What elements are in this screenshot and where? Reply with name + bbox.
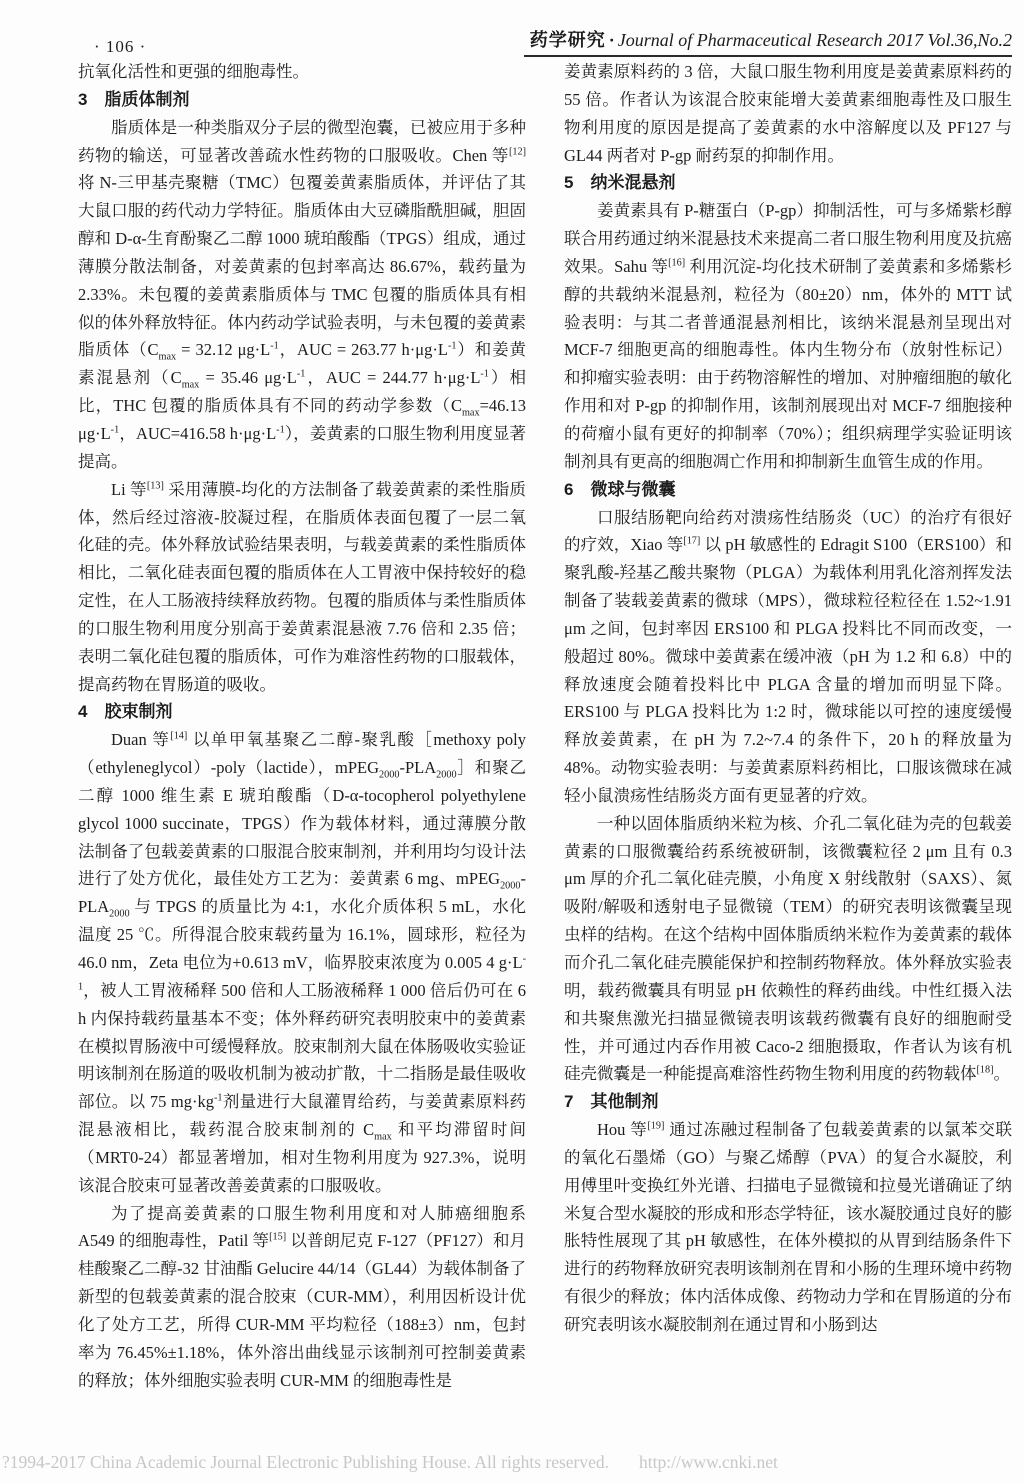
article-body [78,58,1012,1400]
section-heading: 3 脂质体制剂 [78,89,190,109]
paragraph: 为了提高姜黄素的口服生物利用度和对人肺癌细胞系 A549 的细胞毒性，Patil 等[15] 以普朗尼克 F-127（PF127）和月桂酸聚乙二醇-32 甘油酯 Gelucire 44/14（GL44）为载体制备了新型的包载姜黄素的混合胶束（CUR-MM），利用因析设计优化了处方工艺，所得 CUR-MM 平均粒径（188±3）nm，包封率为 76.45%±1.18%，体外溶出曲线显示该制剂可控制姜黄素的释放；体外细胞实验表明 CUR-MM 的细胞毒性是 [78,1203,526,1390]
paragraph: Hou 等[19] 通过冻融过程制备了包载姜黄素的以氯苯交联的氧化石墨烯（GO）与聚乙烯醇（PVA）的复合水凝胶，利用傅里叶变换红外光谱、扫描电子显微镜和拉曼光谱确证了纳米复合型水凝胶的形成和形态学特征，该水凝胶通过良好的膨胀特性展现了其 pH 敏感性，在体外模拟的从胃到结肠条件下进行的药物释放研究表明该制剂在胃和小肠的生理环境中药物有很少的释放；体内活体成像、药物动力学和在胃肠道的分布研究表明该水凝胶制剂在通过胃和小肠到达 [564,1120,1012,1334]
journal-title [524,26,1012,57]
copyright-text: ?1994-2017 China Academic Journal Electronic Publishing House. All rights reserved. [2,1452,610,1472]
journal-title-separator: · [608,30,615,50]
paragraph: Duan 等[14] 以单甲氧基聚乙二醇-聚乳酸［methoxy poly（ethyleneglycol）-poly（lactide），$mPEG_{2000}-PLA_{2000}]$和聚乙二醇 1000 维生素 E 琥珀酸酯（D-α-tocopherol polyethylene glycol 1000 succinate，TPGS）作为载体材料，通过薄膜分散法制备了包载姜黄素的口服混合胶束制剂，并利用均匀设计法进行了处方优化，最佳处方工艺为：姜黄素 6 mg、$mPEG_{2000}-PLA_{2000}$ 与 TPGS 的质量比为 4:1，水化介质体积 5 mL，水化温度 25 ℃。所得混合胶束载药量为 16.1%，圆球形，粒径为 46.0 nm，Zeta 电位为+0.613 mV，临界胶束浓度为 0.005 4 $g\cdot L^{-1}$，被人工胃液稀释 500 倍和人工肠液稀释 1 000 倍后仍可在 6 h 内保持载药量基本不变；体外释药研究表明胶束中的姜黄素在模拟胃肠液中可缓慢释放。胶束制剂大鼠在体肠吸收实验证明该制剂在肠道的吸收机制为被动扩散，十二指肠是最佳吸收部位。以 75 $mg\cdot kg^{-1}$剂量进行大鼠灌胃给药，与姜黄素原料药混悬液相比，载药混合胶束制剂的 $C_{max}$ 和平均滞留时间（MRT0-24）都显著增加，相对生物利用度为 927.3%，说明该混合胶束可显著改善姜黄素的口服吸收。 [78,730,526,1195]
section-heading: 4 胶束制剂 [78,702,173,722]
paragraph: Li 等[13] 采用薄膜-均化的方法制备了载姜黄素的柔性脂质体，然后经过溶液-胶凝过程，在脂质体表面包覆了一层二氧化硅的壳。体外释放试验结果表明，与载姜黄素的柔性脂质体相比，二氧化硅表面包覆的脂质体在人工胃液中保持较好的稳定性，在人工肠液持续释放药物。包覆的脂质体与柔性脂质体的口服生物利用度分别高于姜黄素混悬液 7.76 倍和 2.35 倍；表明二氧化硅包覆的脂质体，可作为难溶性药物的口服载体，提高药物在胃肠道的吸收。 [78,479,526,694]
paragraph: 一种以固体脂质纳米粒为核、介孔二氧化硅为壳的包载姜黄素的口服微囊给药系统被研制，该微囊粒径 2 μm 且有 0.3 μm 厚的介孔二氧化硅壳膜，小角度 X 射线散射（SAXS）、氮吸附/解吸和透射电子显微镜（TEM）的研究表明该微囊呈现虫样的结构。在这个结构中固体脂质纳米粒作为姜黄素的载体而介孔二氧化硅壳膜能保护和控制药物释放。体外释放实验表明，载药微囊具有明显 pH 依赖性的释药曲线。中性红摄入法和共聚焦激光扫描显微镜表明该载药微囊有良好的细胞耐受性，并可通过内吞作用被 Caco-2 细胞摄取，作者认为该有机硅壳微囊是一种能提高难溶性药物生物利用度的药物载体[18]。 [564,813,1012,1084]
page-footer [2,1452,962,1473]
paragraph: 抗氧化活性和更强的细胞毒性。 [78,62,309,81]
column-right [564,58,1012,1400]
section-heading: 7 其他制剂 [564,1092,659,1112]
paragraph: 姜黄素原料药的 3 倍，大鼠口服生物利用度是姜黄素原料药的 55 倍。作者认为该混合胶束能增大姜黄素细胞毒性及口服生物利用度的原因是提高了姜黄素的水中溶解度以及 PF127 与 GL44 两者对 P-gp 耐药泵的抑制作用。 [564,62,1012,165]
footer-url: http://www.cnki.net [639,1452,778,1472]
section-heading: 5 纳米混悬剂 [564,173,676,193]
journal-title-chinese: 药学研究 [529,30,606,50]
page-number: · 106 · [94,37,147,56]
paragraph: 口服结肠靶向给药对溃疡性结肠炎（UC）的治疗有很好的疗效，Xiao 等[17] 以 pH 敏感性的 Edragit S100（ERS100）和聚乳酸-羟基乙酸共聚物（PLGA）为载体利用乳化溶剂挥发法制备了装载姜黄素的微球（MPS），微球粒径粒径在 1.52~1.91 μm 之间，包封率因 ERS100 和 PLGA 投料比不同而改变，一般超过 80%。微球中姜黄素在缓冲液（pH 为 1.2 和 6.8）中的释放速度会随着投料比中 PLGA 含量的增加而明显下降。ERS100 与 PLGA 投料比为 1:2 时，微球能以可控的速度缓慢释放姜黄素，在 pH 为 7.2~7.4 的条件下，20 h 的释放量为 48%。动物实验表明：与姜黄素原料药相比，口服该微球在减轻小鼠溃疡性结肠炎方面有更显著的疗效。 [564,507,1012,805]
section-heading: 6 微球与微囊 [564,479,676,499]
paragraph: 姜黄素具有 P-糖蛋白（P-gp）抑制活性，可与多烯紫杉醇联合用药通过纳米混悬技术来提高二者口服生物利用度及抗癌效果。Sahu 等[16] 利用沉淀-均化技术研制了姜黄素和多烯紫杉醇的共载纳米混悬剂，粒径为（80±20）nm，体外的 MTT 试验表明：与其二者普通混悬剂相比，该纳米混悬剂呈现出对 MCF-7 细胞更高的细胞毒性。体内生物分布（放射性标记）和抑瘤实验表明：由于药物溶解性的增加、对肿瘤细胞的敏化作用和对 P-gp 的抑制作用，该制剂展现出对 MCF-7 细胞接种的荷瘤小鼠有更好的抑制率（70%）；组织病理学实验证明该制剂具有更高的细胞凋亡作用和抑制新生血管生成的作用。 [564,201,1012,471]
journal-title-english: Journal of Pharmaceutical Research 2017 Vol.36,No.2 [617,30,1012,50]
column-left [78,58,526,1400]
paragraph: 脂质体是一种类脂双分子层的微型泡囊，已被应用于多种药物的输送，可显著改善疏水性药物的口服吸收。Chen 等[12] 将 N-三甲基壳聚糖（TMC）包覆姜黄素脂质体，并评估了其大鼠口服的药代动力学特征。脂质体由大豆磷脂酰胆碱，胆固醇和 D-α-生育酚聚乙二醇 1000 琥珀酸酯（TPGS）组成，通过薄膜分散法制备，对姜黄素的包封率高达 86.67%，载药量为 2.33%。未包覆的姜黄素脂质体与 TMC 包覆的脂质体具有相似的体外释放特征。体内药动学试验表明，与未包覆的姜黄素脂质体（$C_{max} = 32.12$ $\mu g\cdot L^{-1}$，AUC = 263.77 $h\cdot\mu g\cdot L^{-1}$）和姜黄素混悬剂（$C_{max} = 35.46$ $\mu g\cdot L^{-1}$，AUC = 244.77 $h\cdot\mu g\cdot L^{-1}$）相比，THC 包覆的脂质体具有不同的药动学参数（$C_{max}=46.13$ $\mu g\cdot L^{-1}$，AUC=416.58 $h\cdot\mu g\cdot L^{-1}$），姜黄素的口服生物利用度显著提高。 [78,117,526,471]
page-header [78,26,1012,57]
